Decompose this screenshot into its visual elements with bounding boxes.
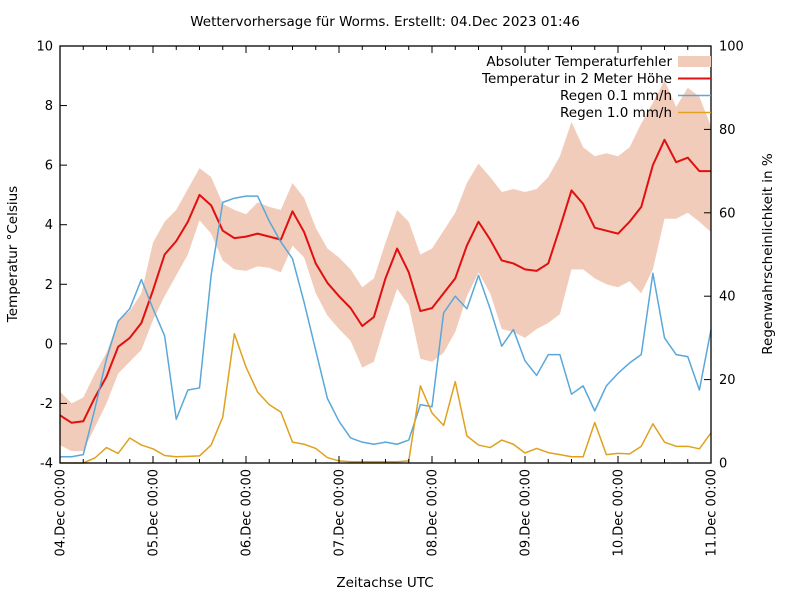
temperature-error-band (60, 80, 711, 451)
y-left-tick-label: 2 (44, 277, 53, 293)
chart-title: Wettervorhersage für Worms. Erstellt: 04.Dec 2023 01:46 (190, 14, 580, 30)
x-tick-label: 11.Dec 00:00 (704, 469, 720, 557)
y-right-tick-label: 80 (719, 122, 736, 138)
x-axis-label: Zeitachse UTC (336, 575, 434, 591)
x-tick-label: 08.Dec 00:00 (425, 469, 441, 557)
y-right-tick-label: 40 (719, 289, 736, 305)
legend-item-error-band (486, 54, 711, 70)
legend-label-rain-10: Regen 1.0 mm/h (560, 105, 672, 121)
y-left-axis-label: Temperatur °Celsius (5, 185, 21, 323)
x-tick-label: 06.Dec 00:00 (239, 469, 255, 557)
y-left-tick-label: 6 (44, 158, 53, 174)
y-right-tick-label: 0 (719, 456, 728, 472)
y-left-tick-label: -2 (40, 396, 53, 412)
x-tick-label: 09.Dec 00:00 (518, 469, 534, 557)
legend-item-temperature (481, 71, 711, 87)
series-line-regen-1-0-mm-h (60, 334, 711, 463)
legend-label-temperature: Temperatur in 2 Meter Höhe (482, 71, 672, 87)
y-left-tick-label: 0 (44, 337, 53, 353)
y-right-tick-label: 100 (719, 39, 744, 55)
x-tick-label: 04.Dec 00:00 (53, 469, 69, 557)
y-left-tick-label: 10 (36, 39, 53, 55)
x-tick-label: 05.Dec 00:00 (146, 469, 162, 557)
legend-swatch-band (678, 56, 711, 67)
x-tick-label: 10.Dec 00:00 (611, 469, 627, 557)
y-left-tick-label: 8 (44, 99, 53, 115)
legend-label-rain-01: Regen 0.1 mm/h (560, 88, 672, 104)
y-right-tick-label: 60 (719, 206, 736, 222)
y-right-tick-label: 20 (719, 373, 736, 389)
y-right-axis-label: Regenwahrscheinlichkeit in % (760, 153, 776, 355)
x-tick-label: 07.Dec 00:00 (332, 469, 348, 557)
y-left-tick-label: -4 (40, 456, 53, 472)
error-band-polygon (60, 80, 711, 451)
y-left-tick-label: 4 (44, 218, 53, 234)
legend-label-error-band: Absoluter Temperaturfehler (486, 54, 672, 70)
